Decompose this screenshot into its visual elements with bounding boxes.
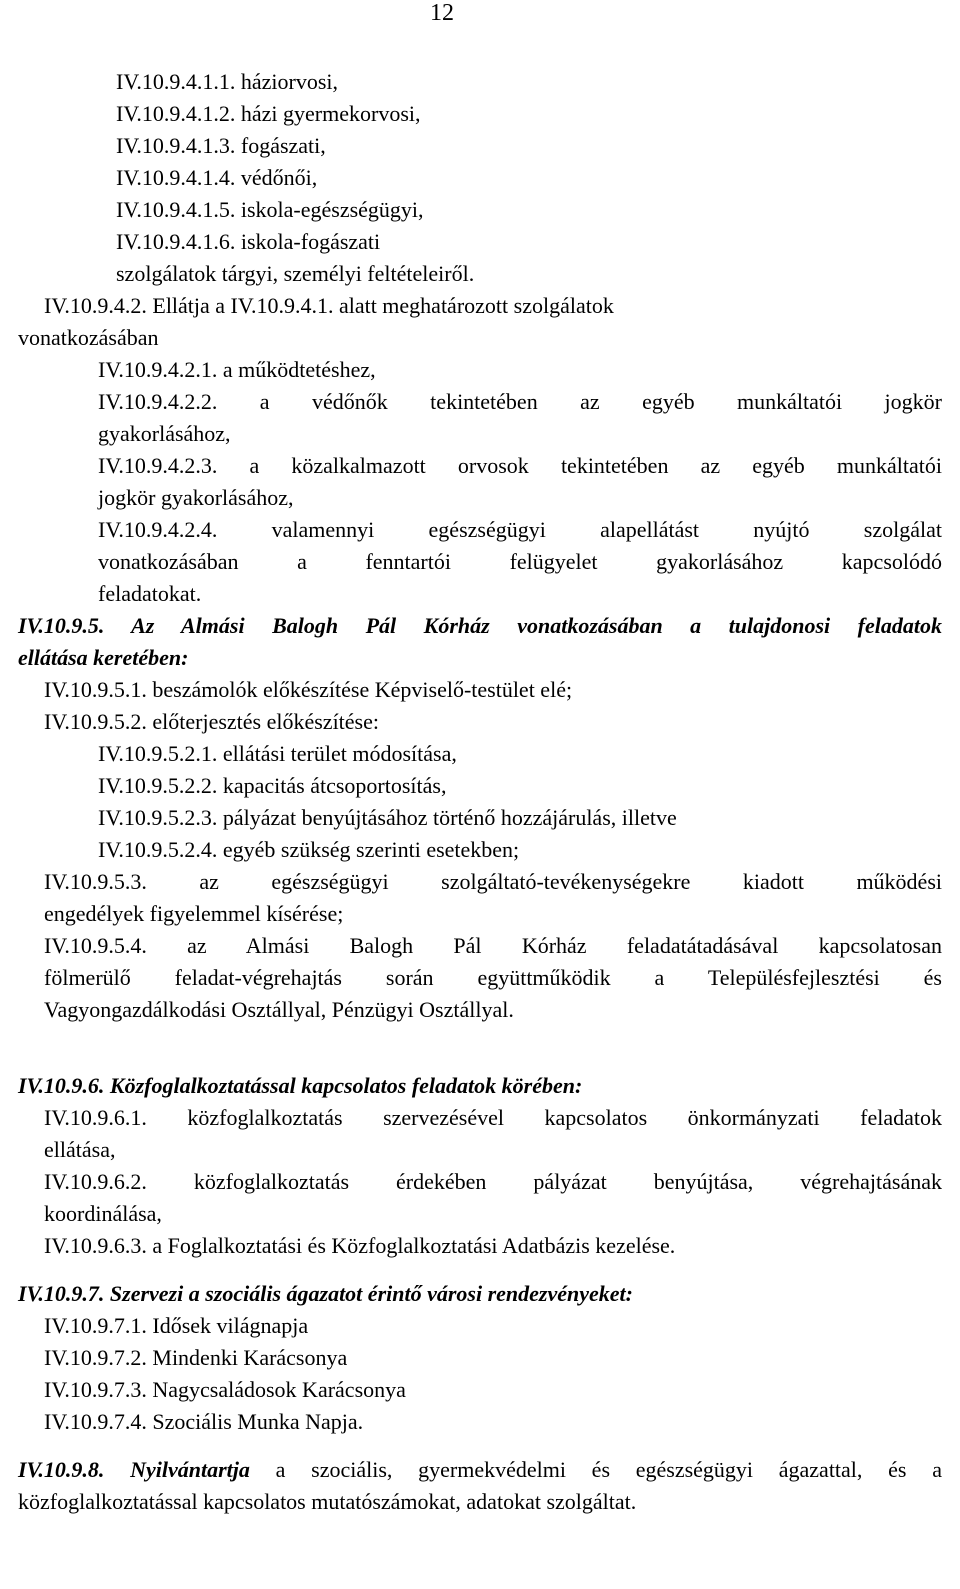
list-item: IV.10.9.7.3. Nagycsaládosok Karácsonya [44,1377,406,1402]
list-item: IV.10.9.4.1.1. háziorvosi, [116,69,339,94]
list-item: IV.10.9.6.3. a Foglalkoztatási és Közfoglalkoztatási Adatbázis kezelése. [44,1233,676,1258]
list-item: IV.10.9.7.4. Szociális Munka Napja. [44,1409,364,1434]
list-item: IV.10.9.6.1. közfoglalkoztatás szervezésével kapcsolatos önkormányzati feladatok [44,1105,942,1130]
list-item: vonatkozásában [18,325,159,350]
list-item: IV.10.9.5.2.4. egyéb szükség szerinti esetekben; [98,837,520,862]
list-item: IV.10.9.5.2.1. ellátási terület módosítása, [98,741,457,766]
list-item: IV.10.9.4.1.3. fogászati, [116,133,326,158]
list-item: IV.10.9.4.1.2. házi gyermekorvosi, [116,101,421,126]
list-item: IV.10.9.5.4. az Almási Balogh Pál Kórház feladatátadásával kapcsolatosan [44,933,942,958]
list-item: IV.10.9.4.2.4. valamennyi egészségügyi alapellátást nyújtó szolgálat [98,517,942,542]
list-item: IV.10.9.7.2. Mindenki Karácsonya [44,1345,348,1370]
list-item: IV.10.9.5.1. beszámolók előkészítése Képviselő-testület elé; [44,677,573,702]
section-heading-inline: IV.10.9.8. Nyilvántartja [18,1457,250,1482]
page-number: 12 [430,0,454,26]
section-heading: IV.10.9.5. Az Almási Balogh Pál Kórház vonatkozásában a tulajdonosi feladatok [18,613,942,638]
list-item: jogkör gyakorlásához, [98,485,294,510]
list-item: IV.10.9.5.2.2. kapacitás átcsoportosítás, [98,773,447,798]
section-paragraph [18,1454,942,1486]
list-item: IV.10.9.5.3. az egészségügyi szolgáltató-tevékenységekre kiadott működési [44,869,942,894]
list-item: IV.10.9.4.1.6. iskola-fogászati [116,229,381,254]
list-item: IV.10.9.4.2. Ellátja a IV.10.9.4.1. alatt meghatározott szolgálatok [44,293,614,318]
paragraph-line: közfoglalkoztatással kapcsolatos mutatószámokat, adatokat szolgáltat. [18,1489,637,1514]
list-item: ellátása, [44,1137,116,1162]
list-item: IV.10.9.4.1.5. iskola-egészségügyi, [116,197,424,222]
section-heading: IV.10.9.7. Szervezi a szociális ágazatot érintő városi rendezvényeket: [18,1281,633,1306]
list-item: feladatokat. [98,581,202,606]
list-item: gyakorlásához, [98,421,231,446]
list-item: IV.10.9.5.2.3. pályázat benyújtásához történő hozzájárulás, illetve [98,805,677,830]
list-item: IV.10.9.6.2. közfoglalkoztatás érdekében pályázat benyújtása, végrehajtásának [44,1169,942,1194]
list-item: IV.10.9.7.1. Idősek világnapja [44,1313,309,1338]
list-item: IV.10.9.4.2.1. a működtetéshez, [98,357,376,382]
list-item: IV.10.9.5.2. előterjesztés előkészítése: [44,709,379,734]
paragraph-text: a szociális, gyermekvédelmi és egészségügyi ágazattal, és a [249,1457,942,1482]
list-item: engedélyek figyelemmel kísérése; [44,901,344,926]
list-item: IV.10.9.4.2.3. a közalkalmazott orvosok tekintetében az egyéb munkáltatói [98,453,942,478]
list-item: koordinálása, [44,1201,162,1226]
section-heading: IV.10.9.6. Közfoglalkoztatással kapcsolatos feladatok körében: [18,1073,583,1098]
list-item: vonatkozásában a fenntartói felügyelet gyakorlásához kapcsolódó [98,549,942,574]
section-heading: ellátása keretében: [18,645,189,670]
list-item: fölmerülő feladat-végrehajtás során együttműködik a Településfejlesztési és [44,965,942,990]
list-item: IV.10.9.4.1.4. védőnői, [116,165,318,190]
list-item: IV.10.9.4.2.2. a védőnők tekintetében az egyéb munkáltatói jogkör [98,389,942,414]
list-item: Vagyongazdálkodási Osztállyal, Pénzügyi Osztállyal. [44,997,514,1022]
list-item: szolgálatok tárgyi, személyi feltételeiről. [116,261,475,286]
document-body [18,66,942,1518]
